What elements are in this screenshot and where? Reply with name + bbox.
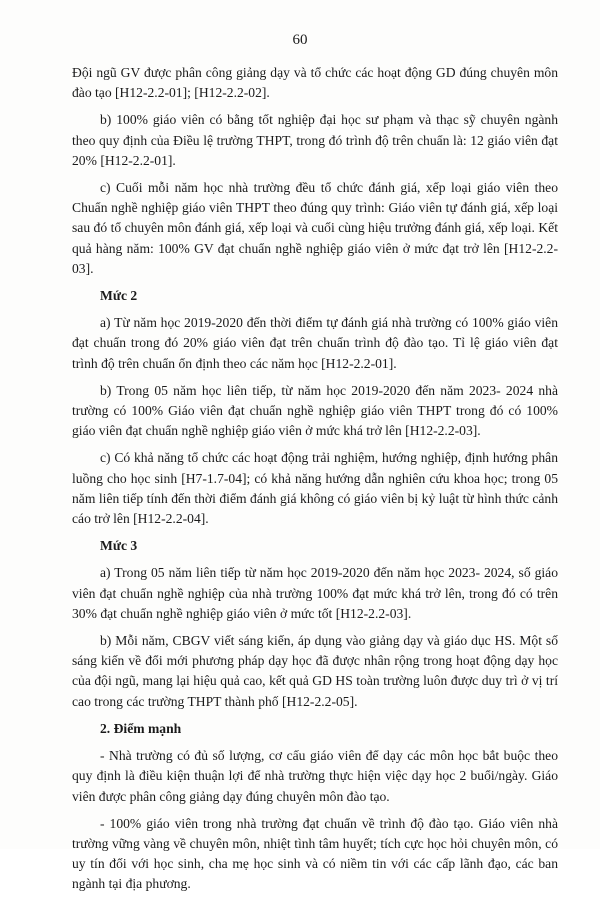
muc2-paragraph-c: c) Có khả năng tổ chức các hoạt động trải nghiệm, hướng nghiệp, định hướng phân luồng cho học sinh [H7-1.7-04]; có khả năng hướng dẫn nghiên cứu khoa học; trong 05 năm liên tiếp tính đến thời điểm đánh giá không có giáo viên bị kỷ luật từ hình thức cảnh cáo trở lên [H12-2.2-04]. <box>72 450 558 527</box>
diem-manh-paragraph-1: - Nhà trường có đủ số lượng, cơ cấu giáo viên để dạy các môn học bắt buộc theo quy định là điều kiện thuận lợi để nhà trường thực hiện việc dạy học 2 buổi/ngày. Giáo viên được phân công giảng dạy đúng chuyên môn đào tạo. <box>72 748 558 804</box>
page-number: 60 <box>292 32 308 48</box>
muc3-paragraph-b: b) Mỗi năm, CBGV viết sáng kiến, áp dụng vào giảng dạy và giáo dục HS. Một số sáng kiến về đổi mới phương pháp dạy học đã được nhân rộng trong hoạt động dạy học của đội ngũ, mang lại hiệu quả cao, kết quả GD HS toàn trường luôn được duy trì ở vị trí cao trong các trường THPT thành phố [H12-2.2-05]. <box>72 633 558 709</box>
heading-muc-2: Mức 2 <box>100 288 138 304</box>
heading-muc-3: Mức 3 <box>100 538 138 554</box>
muc2-paragraph-a: a) Từ năm học 2019-2020 đến thời điểm tự đánh giá nhà trường có 100% giáo viên đạt chuẩn trong đó 20% giáo viên đạt trên chuẩn trình độ đào tạo. Tỉ lệ giáo viên đạt trình độ trên chuẩn ổn định theo các năm học [H12-2.2-01]. <box>72 315 558 371</box>
heading-diem-manh: 2. Điểm mạnh <box>100 720 182 736</box>
diem-manh-paragraph-2: - 100% giáo viên trong nhà trường đạt chuẩn về trình độ đào tạo. Giáo viên nhà trường vững vàng về chuyên môn, nhiệt tình tâm huyết; tích cực học hỏi chuyên môn, có uy tín đối với học sinh, cha mẹ học sinh và có niềm tin với các cấp lãnh đạo, các ban ngành tại địa phương. <box>72 815 558 892</box>
muc3-paragraph-a: a) Trong 05 năm liên tiếp từ năm học 2019-2020 đến năm học 2023- 2024, số giáo viên đạt chuẩn nghề nghiệp của nhà trường 100% đạt mức khá trở lên, trong đó có trên 30% đạt chuẩn nghề nghiệp giáo viên ở mức tốt [H12-2.2-03]. <box>72 565 558 621</box>
paragraph-c: c) Cuối mỗi năm học nhà trường đều tổ chức đánh giá, xếp loại giáo viên theo Chuẩn nghề nghiệp giáo viên THPT theo đúng quy trình: Giáo viên tự đánh giá, xếp loại sau đó tổ chuyên môn đánh giá, xếp loại và cuối cùng hiệu trưởng đánh giá, xếp loại. Kết quả hàng năm: 100% GV đạt chuẩn nghề nghiệp giáo viên ở mức đạt trở lên [H12-2.2-03]. <box>72 180 558 276</box>
page-content <box>72 63 558 902</box>
paragraph-b: b) 100% giáo viên có bằng tốt nghiệp đại học sư phạm và thạc sỹ chuyên ngành theo quy định của Điều lệ trường THPT, trong đó trình độ trên chuẩn là: 12 giáo viên đạt 20% [H12-2.2-01]. <box>72 112 558 168</box>
paragraph-continued: Đội ngũ GV được phân công giảng dạy và tổ chức các hoạt động GD đúng chuyên môn đào tạo [H12-2.2-01]; [H12-2.2-02]. <box>72 65 558 101</box>
muc2-paragraph-b: b) Trong 05 năm học liên tiếp, từ năm học 2019-2020 đến năm 2023- 2024 nhà trường có 100% Giáo viên đạt chuẩn nghề nghiệp giáo viên THPT trong đó có 100% giáo viên đạt chuẩn nghề nghiệp giáo viên ở mức khá trở lên [H12-2.2-03]. <box>72 382 558 439</box>
